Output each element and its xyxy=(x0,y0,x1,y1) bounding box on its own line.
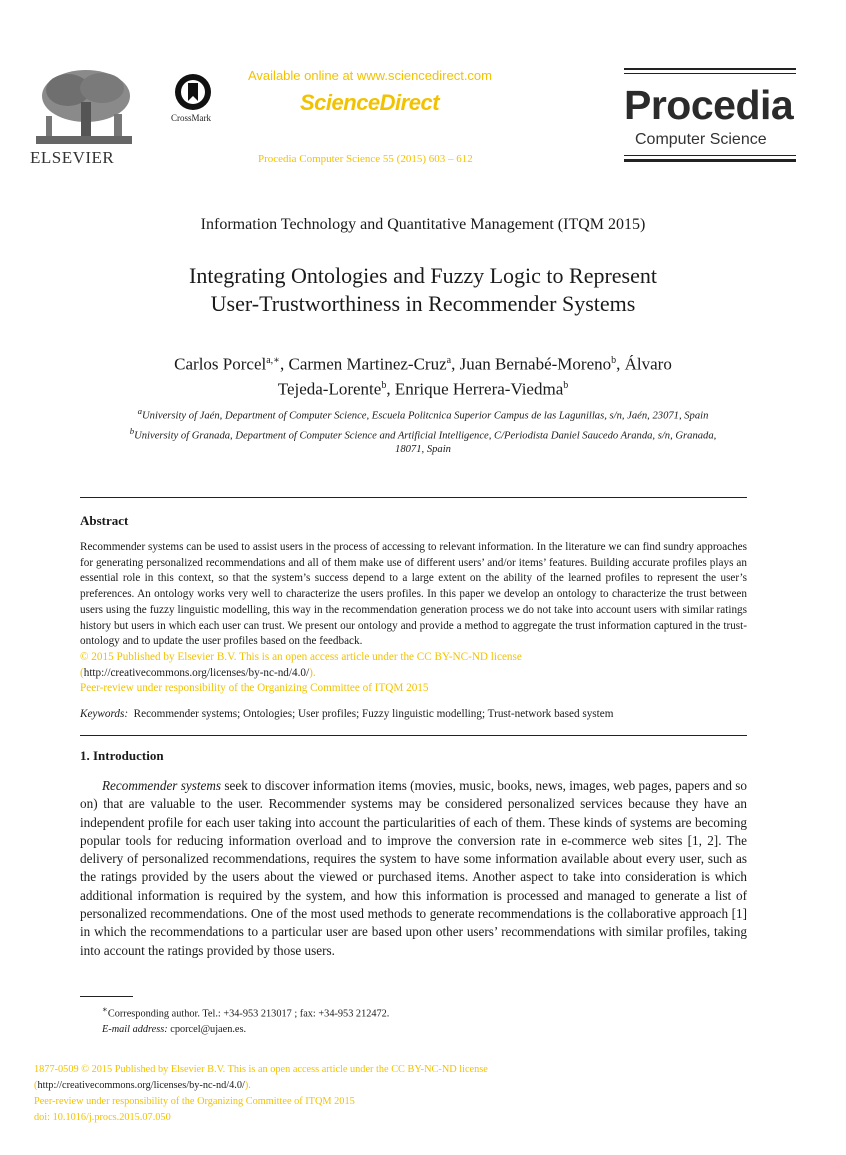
intro-lead-term: Recommender systems xyxy=(102,778,222,793)
license-link[interactable]: http://creativecommons.org/licenses/by-nc-nd/4.0/ xyxy=(83,666,310,679)
available-online-text[interactable]: Available online at www.sciencedirect.com xyxy=(248,68,492,83)
elsevier-wordmark: ELSEVIER xyxy=(30,148,115,167)
procedia-wordmark: Procedia xyxy=(624,82,794,128)
procedia-logo xyxy=(624,68,796,165)
footer-peer-review: Peer-review under responsibility of the Organizing Committee of ITQM 2015 xyxy=(34,1096,355,1107)
abstract-body xyxy=(80,540,747,697)
email-address[interactable]: cporcel@ujaen.es. xyxy=(170,1024,247,1036)
abstract-top-rule xyxy=(80,497,747,498)
author-line-2: Tejeda-Lorente$^b$, Enrique Herrera-Viedma$^b$ xyxy=(277,379,569,399)
abstract-text: Recommender systems can be used to assist users in the process of accessing to relevant information. In the literature we can find sundry approaches for generating personalized recommendations and all of them make use of different users’ and/or items’ features. Building accurate profiles plays an essential role in this context, so that the system’s success depend to a large extent on the ability of the learned profiles to represent the user’s preferences. An ontology works very well to characterize the users profiles. In this paper we develop an ontology to characterize the trust between users using the fuzzy linguistic modelling, this way in the recommendation generation process we do not take into account users with similar ratings history but users in which each user can trust. We present our ontology and provide a method to aggregate the trust information captured in the trust-ontology and to update the user profiles based on the feedback. xyxy=(80,541,747,648)
keywords-label: Keywords: xyxy=(80,708,129,720)
conference-name: Information Technology and Quantitative Management (ITQM 2015) xyxy=(200,216,646,233)
footnote-rule xyxy=(80,996,133,997)
license-statement: © 2015 Published by Elsevier B.V. This is an open access article under the CC BY-NC-ND license xyxy=(80,650,522,663)
introduction-paragraph xyxy=(80,777,747,960)
affiliation-b-cont: 18071, Spain xyxy=(395,444,451,456)
email-note: E-mail address: cporcel@ujaen.es. xyxy=(102,1024,247,1036)
elsevier-tree-logo xyxy=(28,66,138,148)
author-line-1: Carlos Porcel$^{a,∗}$, Carmen Martinez-Cruz$^a$, Juan Bernabé-Moreno$^b$, Álvaro xyxy=(174,354,672,374)
footer-license-link[interactable]: http://creativecommons.org/licenses/by-nc-nd/4.0/ xyxy=(37,1080,245,1091)
crossmark-label: CrossMark xyxy=(171,113,211,123)
footer-doi[interactable]: doi: 10.1016/j.procs.2015.07.050 xyxy=(34,1112,171,1123)
journal-citation: Procedia Computer Science 55 (2015) 603 – 612 xyxy=(258,153,473,165)
title-line-1: Integrating Ontologies and Fuzzy Logic to Represent xyxy=(189,263,657,288)
abstract-heading: Abstract xyxy=(80,513,129,528)
affiliation-b: $^b$University of Granada, Department of Computer Science and Artificial Intelligence, C/Periodista Daniel Saucedo Aranda, s/n, Granada, xyxy=(129,425,717,442)
keywords-list: Recommender systems; Ontologies; User profiles; Fuzzy linguistic modelling; Trust-network based system xyxy=(133,708,614,720)
footnote xyxy=(102,1001,389,1038)
peer-review-statement: Peer-review under responsibility of the Organizing Committee of ITQM 2015 xyxy=(80,682,429,695)
footer-url-line: (http://creativecommons.org/licenses/by-nc-nd/4.0/). xyxy=(34,1080,251,1091)
abstract-bottom-rule xyxy=(80,735,747,736)
crossmark-icon[interactable] xyxy=(174,73,212,111)
paper-title xyxy=(0,262,846,318)
procedia-subtitle: Computer Science xyxy=(635,131,767,148)
section-heading-introduction: 1. Introduction xyxy=(80,748,164,763)
footer-license: 1877-0509 © 2015 Published by Elsevier B.V. This is an open access article under the CC BY-NC-ND license xyxy=(34,1064,488,1075)
sciencedirect-logo: ScienceDirect xyxy=(300,90,440,115)
affiliations xyxy=(60,404,786,457)
author-list xyxy=(0,350,846,399)
intro-text: seek to discover information items (movies, music, books, news, images, web pages, papers and so on) that are valuable to the user. Recommender systems may be considered personalized services because they have an independent profile for each user taking into account the particularities of each of them. These kinds of systems are becoming popular tools for reducing information overload and to improve the conversion rate in e-commerce web sites [1, 2]. The delivery of personalized recommendations, requires the system to have some information available about every user, such as the ratings provided by the users about the viewed or purchased items. Another aspect to take into consideration is which additional information is required by the system, and how this information is processed and managed to generate a list of personalized recommendations. One of the most used methods to generate recommendations is the collaborative approach [1] in which the recommendations to a particular user are based upon other users’ recommendations with similar profiles, taking into account the ratings provided by those users. xyxy=(80,778,747,958)
license-url-line: (http://creativecommons.org/licenses/by-nc-nd/4.0/). xyxy=(80,666,316,679)
footer-publication-info xyxy=(34,1062,488,1126)
affiliation-a: $^a$University of Jaén, Department of Computer Science, Escuela Politcnica Superior Campus de las Lagunillas, s/n, Jaén, 23071, Spain xyxy=(137,406,709,422)
corresponding-author-note: ∗Corresponding author. Tel.: +34-953 213017 ; fax: +34-953 212472. xyxy=(102,1004,390,1020)
keywords xyxy=(80,708,613,720)
title-line-2: User-Trustworthiness in Recommender Systems xyxy=(210,291,636,316)
